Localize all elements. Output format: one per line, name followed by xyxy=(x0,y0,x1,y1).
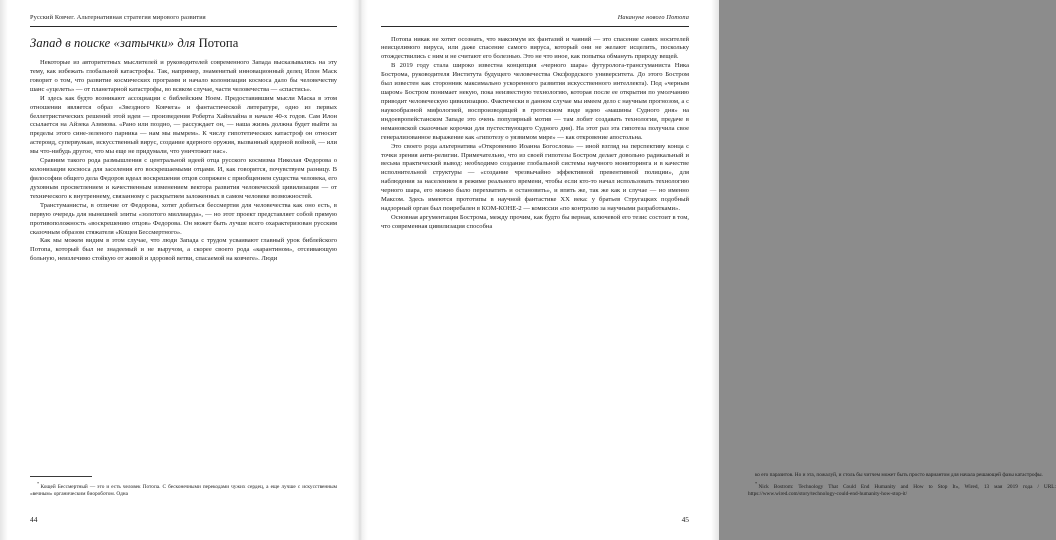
footnote-zone-right xyxy=(748,472,1056,500)
chapter-title xyxy=(30,36,337,50)
paragraph: Потопа никак не хотят осознать, что максимум их фантазий и чаяний — это спасение самих носителей неисцелимого вируса, или даже спасение самого вируса, который они не желают исцелить, поскольку отождествились с ним и не считают его болезнью. Это не что иное, как попытка обмануть природу вещей. xyxy=(381,35,689,61)
footnote-text: ко его паразитов. Но и эта, пожалуй, и столь бы читчем может быть просто вариантом для начала решающей фазы катастрофы. xyxy=(755,472,1043,479)
running-head-right: Накануне нового Потопа xyxy=(617,14,689,21)
running-head-left: Русский Ковчег. Альтернативная стратегия мирового развития xyxy=(30,14,206,21)
right-page xyxy=(359,0,1056,540)
paragraph: В 2019 году стала широко известна концепция «черного шара» футуролога-трансгуманиста Ника Бострома, руководителя Института будущего человечества Оксфордского университета. До этого Бостром был известен как сторонник максимально ускоренного развития искусственного интеллекта). Под «черным шаром» Бостром понимает некую, пока неизвестную технологию, которая после ее открытия по умолчанию приводит человеческую цивилизацию. Фактически в данном случае мы имеем дело с научным прогнозом, а с наукообразной мифологией, воспроизводящей в гротескном виде идею «машины Судного дня» на индоевропейстанском Западе это очень популярный мотив — там лобит создавать технологии, предаче в немановской сказочные корочки для пустествующего Судного дня). На этот раз эта гипотеза получила свое генерализованное выражение как «гипотезу о уязвимом мире» — как откровение апостольна. xyxy=(381,62,689,141)
footnote-text: Nick Bostrom: Technology That Could End Humanity and How to Stop It», Wired, 13 мая 2019 года / URL: https://www.wired.com/story/technology-could-end-humanity-how-stop-it/ xyxy=(748,483,1056,497)
footnote-marker: * xyxy=(37,481,40,487)
footnote xyxy=(748,472,1056,479)
page-number-left: 44 xyxy=(30,515,38,524)
footnote-zone-left xyxy=(30,476,337,500)
paragraph: Это своего рода альтернатива «Откровению Иоанна Богослова» — иной взгляд на перспективу конца с точки зрения анти-религии. Примечательно, что из своей гипотезы Бостром делает довольно радикальный и весьма практический вывод: необходимо создание глобальной системы научного мониторинга и в качестве исполнительной структуры — «создание чрезвычайно эффективной превентивной полиции», для наблюдения за населением в режиме реального времени, чтобы если кто-то начал использовать технологию черного шара, его можно было перехватить и остановить», и впять же, так же как и случае — но именно Максом. Здесь имеются прототипы в научной фантастике XX века: у братьев Стругацких подобный надзорный орган был поиребален в КОМ-КОНЕ-2 — комиссии «по контролю за научными разработками». xyxy=(381,142,689,213)
chapter-title-roman: Потопа xyxy=(198,35,239,50)
page-number-right: 45 xyxy=(681,515,689,524)
header-divider xyxy=(30,26,337,27)
footnote-marker: * xyxy=(755,481,758,487)
footnote xyxy=(30,481,337,498)
paragraph: Транстуманисты, в отличие от Федорова, хотят добиться бессмертия для человечества как оно есть, в первую очередь для нынешней элиты «золотого миллиарда», — но этот проект представляет собой прямую противоположность «воскрешению отцов» Федорова. Он может быть лучше всего охарактеризован русским сказочным образом стяжателя «Кощея Бессмертного». xyxy=(30,201,337,236)
header-divider xyxy=(381,26,689,27)
paragraph: Некоторые из авторитетных мыслителей и руководителей современного Запада высказывались на эту тему, как избежать глобальной катастрофы. Так, например, знаменитый инновационный делец Илон Маск говорит о том, что развитие космических программ и начало колонизации космоса дало бы человечеству шанс «уцелеть» — от планетарной катастрофы, во всяком случае, части человечества — «спастись». xyxy=(30,59,337,93)
paragraph: Как мы можем видим в этом случае, что люди Запада с трудом усваивают главный урок библейского Потопа, который был не знадеемый и не выручом, а скорее своего рода «карантином», отсеивающую больную, неизлечимо стойкую от живой и здоровой ветви, спасаемой на ковчеге». Люди xyxy=(30,237,337,263)
footnote-text: Кощей Бессмертный — это и есть человек Потопа. С бесконечными перекодами чужих сердец, а еще лучше с искусственным «вечным» органическим биороботом. Одна xyxy=(30,483,337,497)
paragraph: Основная аргументация Бострома, между прочим, как будто бы верная, ключевой его тезис состоит в том, что современная цивилизация способна xyxy=(381,213,689,230)
left-page xyxy=(0,0,359,540)
paragraph: Сравним такого рода размышления с центральной идеей отца русского космизма Николая Федорова о колонизации космоса для заселения его воскрешаемыми отцами. И, как говорится, почувствуем разницу. В философии общего дела Федоров идеал воскрешения отцов сопряжен с приобщением существа человека, его духовным просветлением и качественным изменением вектора развития человеческой цивилизации — от технического к внутреннему, связанному с раскрытием заложенных в самом человеке возможностей. xyxy=(30,157,337,200)
footnote-divider xyxy=(30,476,92,477)
paragraph: И здесь как будто возникают ассоциации с библейским Ноем. Предоставившим мысли Маска в этом отношении является образ «Звездного Ковчега» и фантастической литературе, одно из первых беллетристических решений этой идеи — произведения Роберта Хайнлайна в начале 40-х годов. Сам Илон ссылается на Айзека Азимова. «Рано или поздно, — рассуждает он, — наша жизнь должна будет выйти за пределы этого сине-зеленого парника — нам мы вымрем». К числу гипотетических катастроф он относит астероид, супервулкан, искусственный вирус, создание ядерного оружия, вызванный ядерной войной, — или мы что-нибудь другое, что мы еще не придумали, что уничтожит нас». xyxy=(30,94,337,156)
chapter-title-main: Запад в поиске «затычки» для xyxy=(30,35,199,50)
footnote xyxy=(748,481,1056,498)
